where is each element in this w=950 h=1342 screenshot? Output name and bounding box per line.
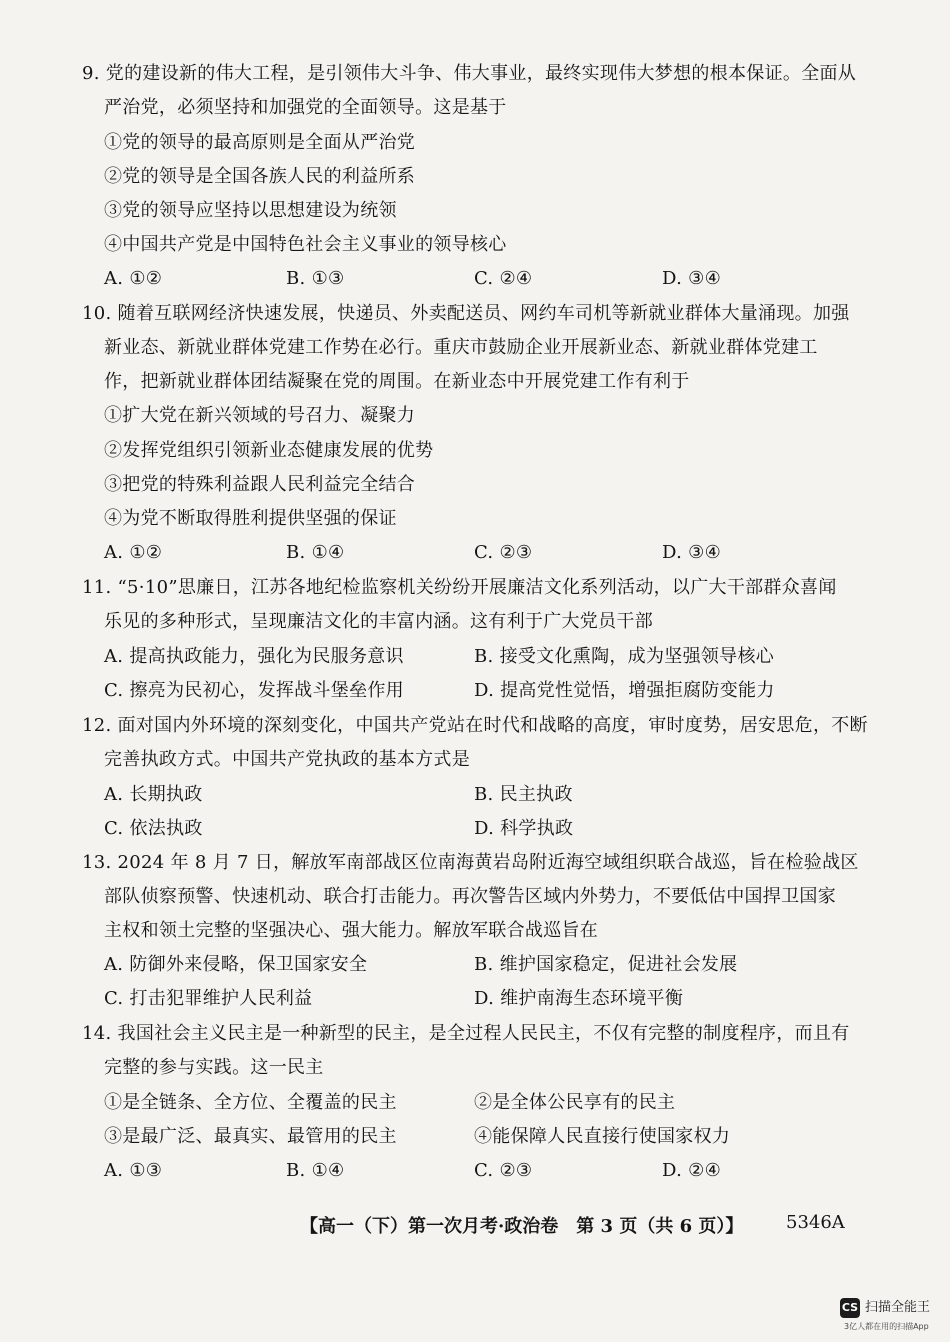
statement-item: ①党的领导的最高原则是全面从严治党 [104,132,416,153]
option-a: A. 提高执政能力，强化为民服务意识 [104,646,404,667]
scanner-app-name: 扫描全能王 [865,1300,931,1315]
question-stem-line: 12. 面对国内外环境的深刻变化，中国共产党站在时代和战略的高度，审时度势，居安思危，不断 [82,715,868,736]
statement-item: ④为党不断取得胜利提供坚强的保证 [104,508,397,529]
statement-item: ④中国共产党是中国特色社会主义事业的领导核心 [104,234,507,255]
option-a: A. ①② [104,542,163,563]
option-c: C. ②③ [474,542,533,563]
option-b: B. ①④ [286,542,345,563]
statement-item: ①扩大党在新兴领域的号召力、凝聚力 [104,405,416,426]
question-stem-line: 9. 党的建设新的伟大工程，是引领伟大斗争、伟大事业，最终实现伟大梦想的根本保证。全面从 [82,63,857,84]
option-c: C. ②④ [474,268,533,289]
option-b: B. ①③ [286,268,345,289]
question-stem-line: 严治党，必须坚持和加强党的全面领导。这是基于 [104,97,507,118]
option-c: C. 擦亮为民初心，发挥战斗堡垒作用 [104,680,404,701]
option-a: A. ①③ [104,1160,163,1181]
question-stem-line: 13. 2024 年 8 月 7 日，解放军南部战区位南海黄岩岛附近海空域组织联合战巡，旨在检验战区 [82,852,859,873]
option-a: A. 长期执政 [104,784,203,805]
option-d: D. 科学执政 [474,818,574,839]
scanner-logo-icon: CS [840,1298,860,1318]
option-b: B. 接受文化熏陶，成为坚强领导核心 [474,646,775,667]
statement-item: ②党的领导是全国各族人民的利益所系 [104,166,416,187]
question-stem-line: 乐见的多种形式，呈现廉洁文化的丰富内涵。这有利于广大党员干部 [104,611,653,632]
statement-item: ④能保障人民直接行使国家权力 [474,1126,731,1147]
option-c: C. 依法执政 [104,818,203,839]
statement-item: ③党的领导应坚持以思想建设为统领 [104,200,397,221]
option-d: D. 维护南海生态环境平衡 [474,988,684,1009]
option-d: D. 提高党性觉悟，增强拒腐防变能力 [474,680,775,701]
question-stem-line: 新业态、新就业群体党建工作势在必行。重庆市鼓励企业开展新业态、新就业群体党建工 [104,337,818,358]
exam-code: 5346A [786,1212,845,1233]
question-stem-line: 作，把新就业群体团结凝聚在党的周围。在新业态中开展党建工作有利于 [104,371,690,392]
scanner-tagline: 3亿人都在用的扫描App [844,1322,929,1331]
statement-item: ③是最广泛、最真实、最管用的民主 [104,1126,397,1147]
option-b: B. 民主执政 [474,784,573,805]
question-stem-line: 完整的参与实践。这一民主 [104,1057,324,1078]
question-stem-line: 部队侦察预警、快速机动、联合打击能力。再次警告区域内外势力，不要低估中国捍卫国家 [104,886,836,907]
option-b: B. 维护国家稳定，促进社会发展 [474,954,738,975]
question-stem-line: 10. 随着互联网经济快速发展，快递员、外卖配送员、网约车司机等新就业群体大量涌现。加强 [82,303,850,324]
question-stem-line: 14. 我国社会主义民主是一种新型的民主，是全过程人民民主，不仅有完整的制度程序，而且有 [82,1023,850,1044]
option-a: A. ①② [104,268,163,289]
option-a: A. 防御外来侵略，保卫国家安全 [104,954,368,975]
statement-item: ③把党的特殊利益跟人民利益完全结合 [104,474,416,495]
option-d: D. ③④ [662,542,722,563]
option-c: C. 打击犯罪维护人民利益 [104,988,313,1009]
option-b: B. ①④ [286,1160,345,1181]
question-stem-line: 11. “5·10”思廉日，江苏各地纪检监察机关纷纷开展廉洁文化系列活动，以广大干部群众喜闻 [82,577,837,598]
question-stem-line: 主权和领土完整的坚强决心、强大能力。解放军联合战巡旨在 [104,920,599,941]
page-footer: 【高一（下）第一次月考·政治卷 第 3 页（共 6 页）】 [300,1216,744,1237]
statement-item: ①是全链条、全方位、全覆盖的民主 [104,1092,397,1113]
statement-item: ②是全体公民享有的民主 [474,1092,676,1113]
question-stem-line: 完善执政方式。中国共产党执政的基本方式是 [104,749,470,770]
scanner-watermark [840,1296,946,1336]
statement-item: ②发挥党组织引领新业态健康发展的优势 [104,440,434,461]
option-c: C. ②③ [474,1160,533,1181]
option-d: D. ③④ [662,268,722,289]
option-d: D. ②④ [662,1160,722,1181]
